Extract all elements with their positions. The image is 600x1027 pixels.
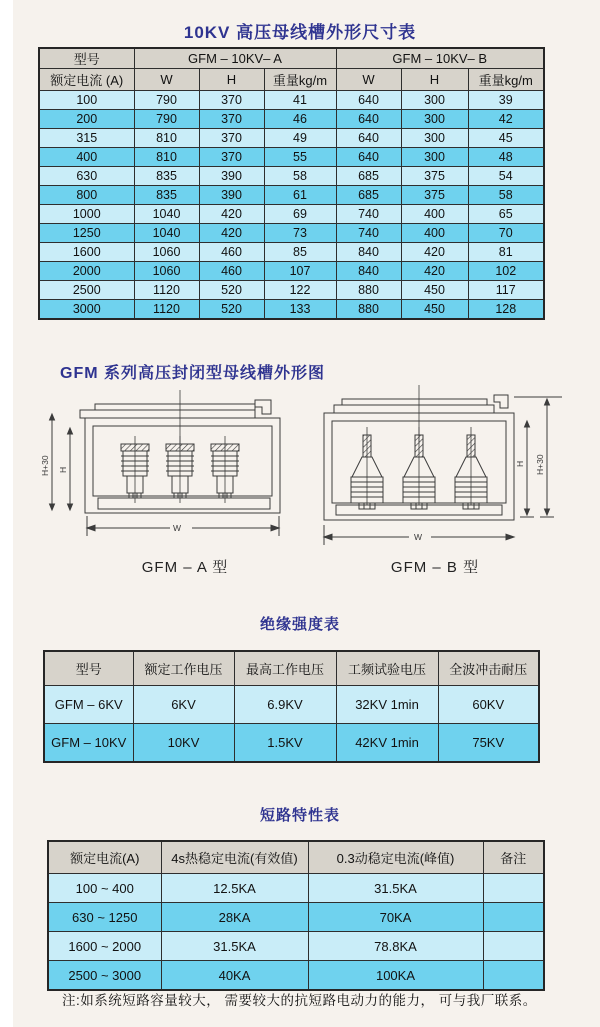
table-cell: 69 — [264, 205, 336, 224]
table-cell: 58 — [264, 167, 336, 186]
table-cell: 75KV — [438, 724, 539, 763]
table-cell: 835 — [134, 186, 199, 205]
table-cell: 375 — [401, 186, 468, 205]
short-circuit-table — [47, 840, 545, 991]
table-cell: 1.5KV — [234, 724, 336, 763]
table-cell: 31.5KA — [161, 932, 308, 961]
table-cell: 740 — [336, 205, 401, 224]
col-b-h: H — [401, 69, 468, 91]
table-cell: 790 — [134, 110, 199, 129]
insulation-table-title: 绝缘强度表 — [259, 616, 340, 633]
dimension-table — [38, 47, 545, 320]
table-cell: 42KV 1min — [336, 724, 438, 763]
table-row — [39, 91, 544, 110]
table-cell: 10KV — [133, 724, 234, 763]
table-cell: 41 — [264, 91, 336, 110]
table-cell: 58 — [468, 186, 544, 205]
table-cell: 685 — [336, 167, 401, 186]
table-cell: 6.9KV — [234, 686, 336, 724]
busway-cross-section-b-icon — [312, 385, 564, 555]
table-cell: 840 — [336, 262, 401, 281]
table-cell: 3000 — [39, 300, 134, 320]
table-cell: 2000 — [39, 262, 134, 281]
table-cell — [483, 874, 544, 903]
table-cell: 128 — [468, 300, 544, 320]
table-cell: 1250 — [39, 224, 134, 243]
table-cell: 1120 — [134, 300, 199, 320]
table-cell: 40KA — [161, 961, 308, 991]
table-cell: 1600 ~ 2000 — [48, 932, 161, 961]
col-model: 型号 — [39, 48, 134, 69]
table-cell: 65 — [468, 205, 544, 224]
table-cell: 375 — [401, 167, 468, 186]
table-cell: 61 — [264, 186, 336, 205]
table-cell: 630 ~ 1250 — [48, 903, 161, 932]
table-cell — [483, 961, 544, 991]
table-cell: 640 — [336, 129, 401, 148]
table-cell: 122 — [264, 281, 336, 300]
dimension-table-header-row2 — [39, 69, 544, 91]
dimension-table-title: 10KV 高压母线槽外形尺寸表 — [183, 23, 417, 42]
table-cell: 31.5KA — [308, 874, 483, 903]
table-cell: 1060 — [134, 243, 199, 262]
table-cell: 685 — [336, 186, 401, 205]
table-cell: 450 — [401, 300, 468, 320]
table-cell: 55 — [264, 148, 336, 167]
table-cell: 81 — [468, 243, 544, 262]
table-row — [39, 243, 544, 262]
table-cell: 370 — [199, 110, 264, 129]
col-model: 型号 — [44, 651, 133, 686]
table-cell: 45 — [468, 129, 544, 148]
table-cell: 1000 — [39, 205, 134, 224]
table-row — [39, 281, 544, 300]
insulation-table — [43, 650, 540, 763]
dim-label-w: W — [172, 523, 182, 533]
table-cell: 200 — [39, 110, 134, 129]
col-series-a: GFM – 10KV– A — [134, 48, 336, 69]
table-cell: 460 — [199, 262, 264, 281]
dim-label-h30: H+30 — [535, 454, 545, 475]
col-rated-current: 额定电流 (A) — [39, 69, 134, 91]
table-cell: 520 — [199, 300, 264, 320]
table-cell: 1060 — [134, 262, 199, 281]
col-thermal-current: 4s热稳定电流(有效值) — [161, 841, 308, 874]
table-cell: 400 — [401, 205, 468, 224]
dim-label-h: H — [515, 460, 525, 467]
table-row — [39, 224, 544, 243]
table-cell: 370 — [199, 129, 264, 148]
table-cell: 810 — [134, 148, 199, 167]
table-cell: 48 — [468, 148, 544, 167]
col-b-w: W — [336, 69, 401, 91]
col-dynamic-current: 0.3动稳定电流(峰值) — [308, 841, 483, 874]
table-cell: 2500 — [39, 281, 134, 300]
table-cell: 100 — [39, 91, 134, 110]
table-cell: 28KA — [161, 903, 308, 932]
table-cell: 32KV 1min — [336, 686, 438, 724]
gfm-a-diagram — [40, 388, 312, 550]
table-cell: 790 — [134, 91, 199, 110]
table-row — [39, 129, 544, 148]
table-row — [44, 724, 539, 763]
table-cell: 49 — [264, 129, 336, 148]
table-cell: 60KV — [438, 686, 539, 724]
gfm-b-label: GFM – B 型 — [390, 559, 480, 576]
table-cell — [483, 903, 544, 932]
table-cell: 300 — [401, 129, 468, 148]
table-cell: GFM – 6KV — [44, 686, 133, 724]
table-cell: 315 — [39, 129, 134, 148]
table-cell: 54 — [468, 167, 544, 186]
diagram-section-title: GFM 系列高压封闭型母线槽外形图 — [60, 365, 325, 382]
table-cell: 39 — [468, 91, 544, 110]
col-max-voltage: 最高工作电压 — [234, 651, 336, 686]
table-cell: 370 — [199, 91, 264, 110]
table-cell: 12.5KA — [161, 874, 308, 903]
table-cell: 117 — [468, 281, 544, 300]
table-cell: 100KA — [308, 961, 483, 991]
table-cell: 880 — [336, 300, 401, 320]
insulation-table-body — [44, 686, 539, 763]
gfm-a-label: GFM – A 型 — [141, 559, 229, 576]
table-cell: 1120 — [134, 281, 199, 300]
table-cell: 840 — [336, 243, 401, 262]
table-cell: 1040 — [134, 224, 199, 243]
table-cell: 6KV — [133, 686, 234, 724]
short-circuit-table-body — [48, 874, 544, 991]
table-row — [48, 903, 544, 932]
table-cell: 400 — [401, 224, 468, 243]
dim-label-h30: H+30 — [40, 455, 50, 476]
col-a-h: H — [199, 69, 264, 91]
table-cell: 880 — [336, 281, 401, 300]
table-cell: 390 — [199, 186, 264, 205]
table-cell: 835 — [134, 167, 199, 186]
footer-note: 注:如系统短路容量较大， 需要较大的抗短路电动力的能力， 可与我厂联系。 — [62, 993, 537, 1008]
table-row — [39, 148, 544, 167]
dim-label-h: H — [58, 466, 68, 473]
busway-cross-section-a-icon — [40, 388, 312, 550]
table-cell: 100 ~ 400 — [48, 874, 161, 903]
table-cell: 630 — [39, 167, 134, 186]
table-cell: 640 — [336, 91, 401, 110]
table-row — [39, 262, 544, 281]
short-circuit-table-header-row — [48, 841, 544, 874]
col-a-weight: 重量kg/m — [264, 69, 336, 91]
table-cell: 46 — [264, 110, 336, 129]
table-cell: 70 — [468, 224, 544, 243]
table-cell: 420 — [199, 205, 264, 224]
col-b-weight: 重量kg/m — [468, 69, 544, 91]
table-cell: 102 — [468, 262, 544, 281]
table-row — [39, 300, 544, 320]
col-remarks: 备注 — [483, 841, 544, 874]
table-cell: 390 — [199, 167, 264, 186]
dim-label-w: W — [413, 532, 423, 542]
table-cell: 460 — [199, 243, 264, 262]
table-cell: 42 — [468, 110, 544, 129]
table-cell: 107 — [264, 262, 336, 281]
col-rated-voltage: 额定工作电压 — [133, 651, 234, 686]
table-cell: 1040 — [134, 205, 199, 224]
table-cell: 133 — [264, 300, 336, 320]
table-cell: 400 — [39, 148, 134, 167]
table-row — [39, 167, 544, 186]
table-cell: 420 — [401, 243, 468, 262]
table-cell: 370 — [199, 148, 264, 167]
table-cell: 2500 ~ 3000 — [48, 961, 161, 991]
table-row — [48, 961, 544, 991]
table-cell: 300 — [401, 110, 468, 129]
dimension-table-body — [39, 91, 544, 320]
dimension-table-header-row1 — [39, 48, 544, 69]
table-cell: 73 — [264, 224, 336, 243]
table-cell: 810 — [134, 129, 199, 148]
col-a-w: W — [134, 69, 199, 91]
table-cell: 420 — [401, 262, 468, 281]
table-row — [39, 186, 544, 205]
table-cell: 70KA — [308, 903, 483, 932]
gfm-b-diagram — [312, 385, 564, 555]
table-cell: 640 — [336, 110, 401, 129]
table-cell: 450 — [401, 281, 468, 300]
insulation-table-header-row — [44, 651, 539, 686]
col-rated-current: 额定电流(A) — [48, 841, 161, 874]
table-cell: 520 — [199, 281, 264, 300]
table-cell: GFM – 10KV — [44, 724, 133, 763]
table-cell: 800 — [39, 186, 134, 205]
table-cell: 85 — [264, 243, 336, 262]
table-cell: 640 — [336, 148, 401, 167]
table-row — [48, 932, 544, 961]
table-row — [39, 110, 544, 129]
table-row — [48, 874, 544, 903]
table-cell: 78.8KA — [308, 932, 483, 961]
table-cell: 300 — [401, 148, 468, 167]
table-cell: 300 — [401, 91, 468, 110]
short-circuit-table-title: 短路特性表 — [259, 807, 340, 824]
table-cell: 1600 — [39, 243, 134, 262]
table-cell — [483, 932, 544, 961]
col-power-freq-test: 工频试验电压 — [336, 651, 438, 686]
table-row — [44, 686, 539, 724]
table-cell: 420 — [199, 224, 264, 243]
table-cell: 740 — [336, 224, 401, 243]
col-impulse-withstand: 全波冲击耐压 — [438, 651, 539, 686]
col-series-b: GFM – 10KV– B — [336, 48, 544, 69]
table-row — [39, 205, 544, 224]
